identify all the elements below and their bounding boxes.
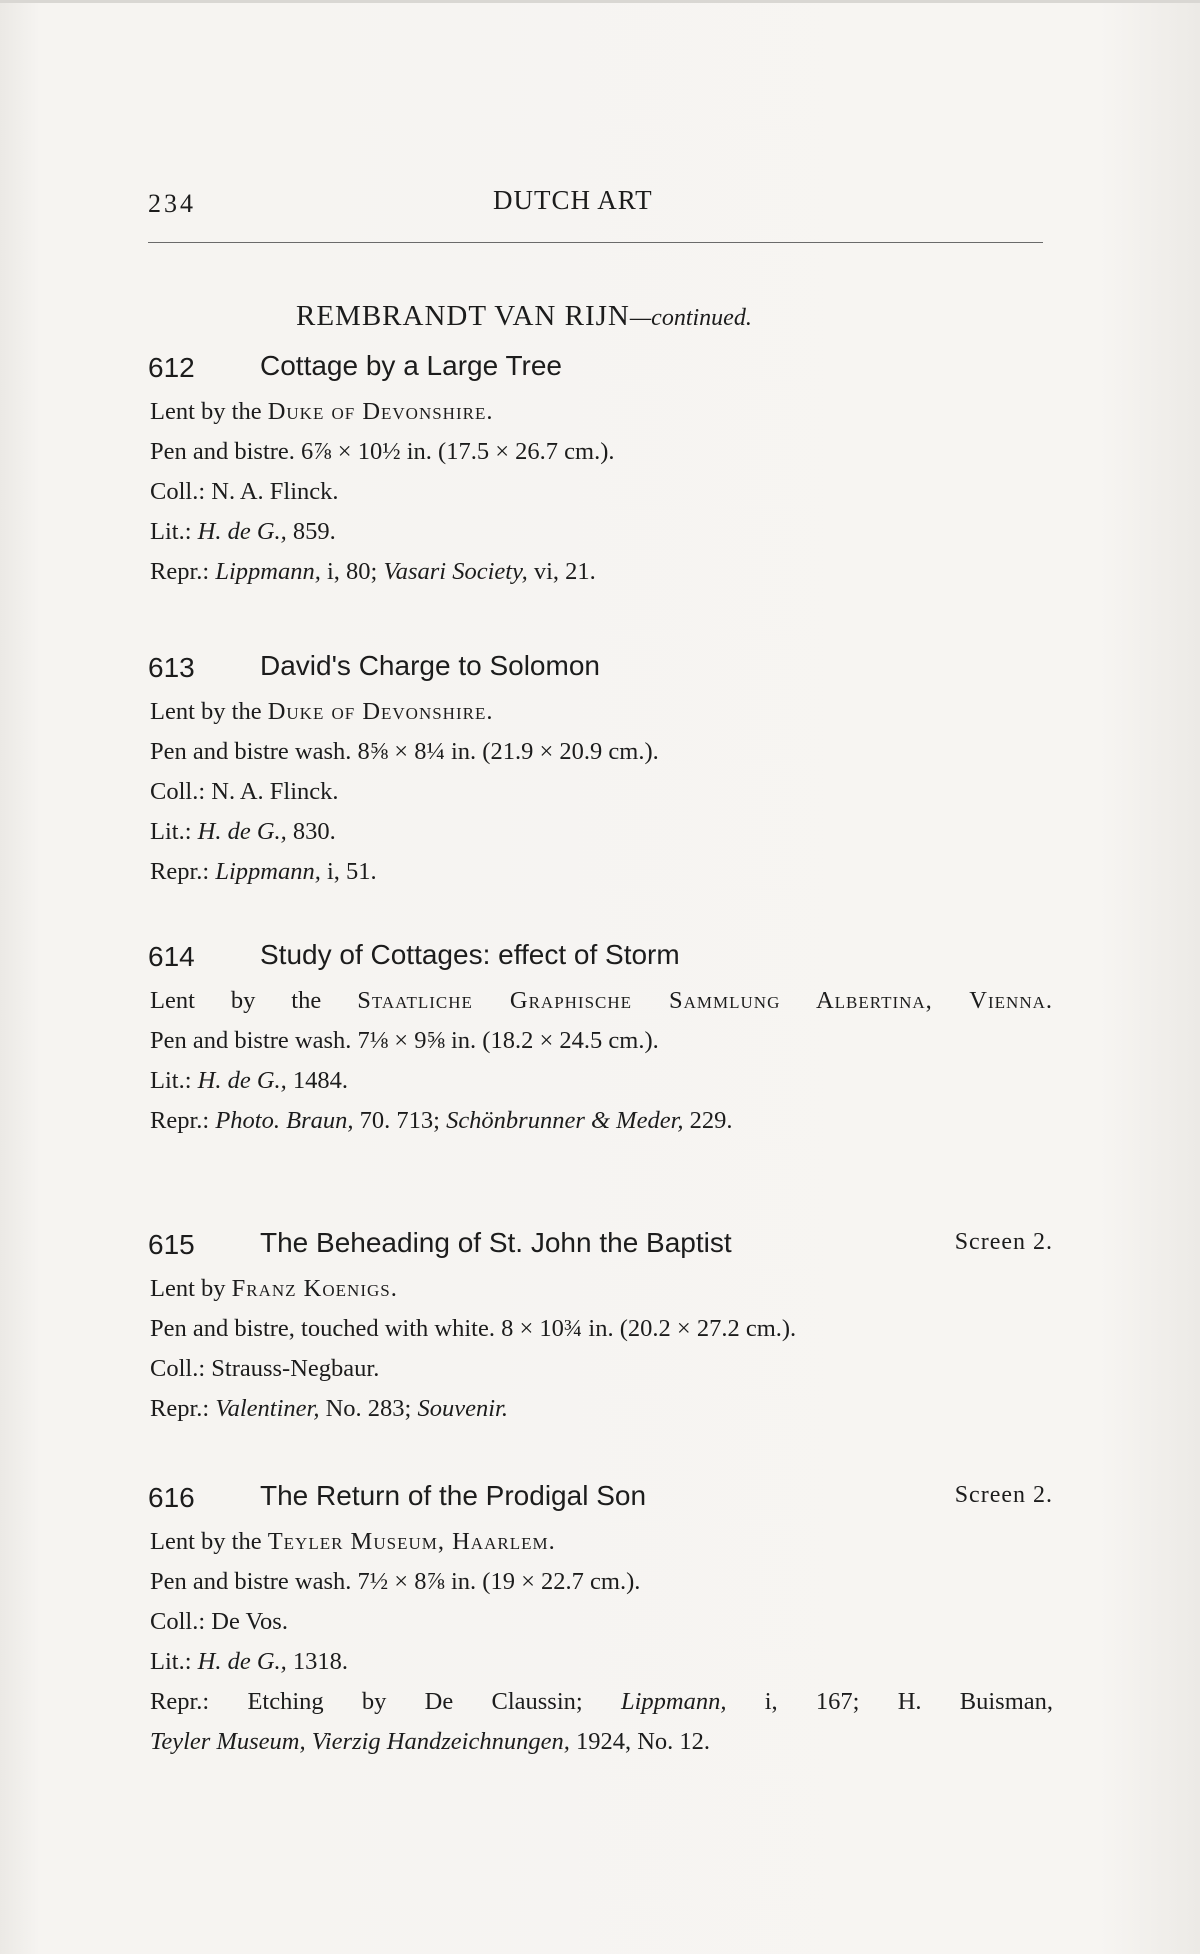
entry-number: 613 [148,652,195,683]
medium-line: Pen and bistre, touched with white. 8 × 10¾ in. (20.2 × 27.2 cm.). [150,1315,797,1342]
medium-line: Pen and bistre wash. 8⅝ × 8¼ in. (21.9 × 20.9 cm.). [150,738,659,765]
lent-by-line: Lent by the Staatliche Graphische Sammlung Albertina, Vienna. [150,987,1053,1014]
lent-by-line: Lent by Franz Koenigs. [150,1275,398,1302]
entry-heading [148,937,1053,981]
artist-name: REMBRANDT VAN RIJN [296,300,630,332]
reproduction-line: Repr.: Etching by De Claussin; Lippmann, i, 167; H. Buisman, Teyler Museum, Vierzig Handzeichnungen, 1924, No. 12. [150,1688,1054,1755]
screen-label: Screen 2. [954,1482,1053,1508]
lender: Teyler Museum, Haarlem. [267,1528,556,1555]
catalogue-entry-612 [148,348,1053,592]
medium-line: Pen and bistre wash. 7⅛ × 9⅝ in. (18.2 × 24.5 cm.). [150,1027,659,1054]
screen-label: Screen 2. [954,1229,1053,1255]
reproduction-line: Repr.: Photo. Braun, 70. 713; Schönbrunner & Meder, 229. [150,1107,733,1134]
catalogue-entry-616 [148,1478,1053,1762]
lender: Duke of Devonshire. [267,698,494,725]
catalogue-entry-613 [148,648,1053,892]
entry-title: The Return of the Prodigal Son [260,1480,647,1511]
entry-title: Cottage by a Large Tree [260,350,562,381]
catalogue-entry-614 [148,937,1053,1141]
lender: Duke of Devonshire. [267,398,494,425]
literature-line: Lit.: H. de G., 830. [150,818,336,845]
continued-label: —continued. [629,305,752,331]
medium-line: Pen and bistre wash. 7½ × 8⅞ in. (19 × 22.7 cm.). [150,1568,641,1595]
literature-line: Lit.: H. de G., 859. [150,518,336,545]
reproduction-line: Repr.: Lippmann, i, 51. [150,858,377,885]
entry-number: 612 [148,352,195,383]
literature-line: Lit.: H. de G., 1318. [150,1648,349,1675]
running-head: DUTCH ART [493,185,653,215]
medium-line: Pen and bistre. 6⅞ × 10½ in. (17.5 × 26.7 cm.). [150,438,615,465]
collection-line: Coll.: Strauss-Negbaur. [150,1355,380,1382]
reproduction-line: Repr.: Lippmann, i, 80; Vasari Society, vi, 21. [150,558,596,585]
entry-title: David's Charge to Solomon [260,650,600,681]
literature-line: Lit.: H. de G., 1484. [150,1067,349,1094]
catalogue-entry-615 [148,1225,1053,1429]
entry-heading [148,648,1053,692]
entry-number: 615 [148,1229,195,1260]
reproduction-line: Repr.: Valentiner, No. 283; Souvenir. [150,1395,508,1422]
page-edge [0,0,1200,3]
entry-title: Study of Cottages: effect of Storm [260,939,680,970]
section-title [296,300,752,333]
entry-heading [148,1225,1053,1269]
entry-number: 614 [148,941,195,972]
collection-line: Coll.: De Vos. [150,1608,288,1635]
lender: Franz Koenigs. [231,1275,398,1302]
lent-by-line: Lent by the Duke of Devonshire. [150,398,494,425]
page-number: 234 [148,189,196,218]
lent-by-line: Lent by the Duke of Devonshire. [150,698,494,725]
entry-heading [148,348,1053,392]
page-header [148,185,1043,225]
lender: Staatliche Graphische Sammlung Albertina, Vienna. [357,987,1053,1014]
entry-title: The Beheading of St. John the Baptist [260,1227,732,1258]
collection-line: Coll.: N. A. Flinck. [150,478,339,505]
entry-heading [148,1478,1053,1522]
collection-line: Coll.: N. A. Flinck. [150,778,339,805]
lent-by-line: Lent by the Teyler Museum, Haarlem. [150,1528,556,1555]
entry-number: 616 [148,1482,195,1513]
header-rule [148,242,1043,243]
